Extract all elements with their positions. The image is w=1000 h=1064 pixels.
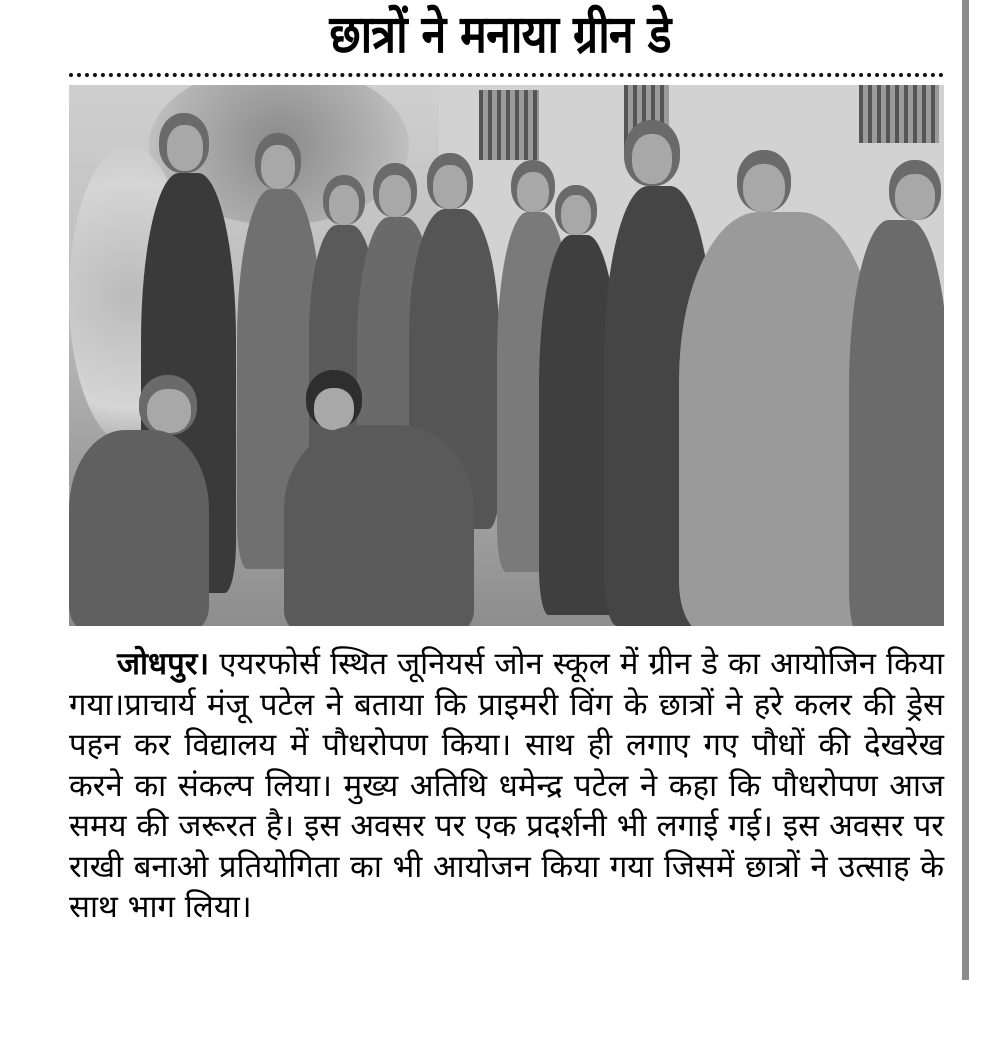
news-photo — [69, 85, 944, 626]
headline: छात्रों ने मनाया ग्रीन डे — [329, 5, 671, 65]
column-rule — [962, 0, 969, 980]
photo-window — [859, 85, 939, 143]
dotted-divider — [69, 73, 944, 77]
photo-window — [479, 90, 539, 160]
article-body — [69, 644, 944, 928]
article-text: एयरफोर्स स्थित जूनियर्स जोन स्कूल में ग्रीन डे का आयोजिन किया गया।प्राचार्य मंजू पटेल ने बताया कि प्राइमरी विंग के छात्रों ने हरे कलर की ड्रेस पहन कर विद्यालय में पौधरोपण किया। साथ ही लगाए गए पौधों की देखरेख करने का संकल्प लिया। मुख्य अतिथि धमेन्द्र पटेल ने कहा कि पौधरोपण आज समय की जरूरत है। इस अवसर पर एक प्रदर्शनी भी लगाई गई। इस अवसर पर राखी बनाओ प्रतियोगिता का भी आयोजन किया गया जिसमें छात्रों ने उत्साह के साथ भाग लिया। — [69, 646, 944, 925]
article-paragraph — [69, 644, 944, 928]
dateline: जोधपुर। — [117, 646, 210, 682]
